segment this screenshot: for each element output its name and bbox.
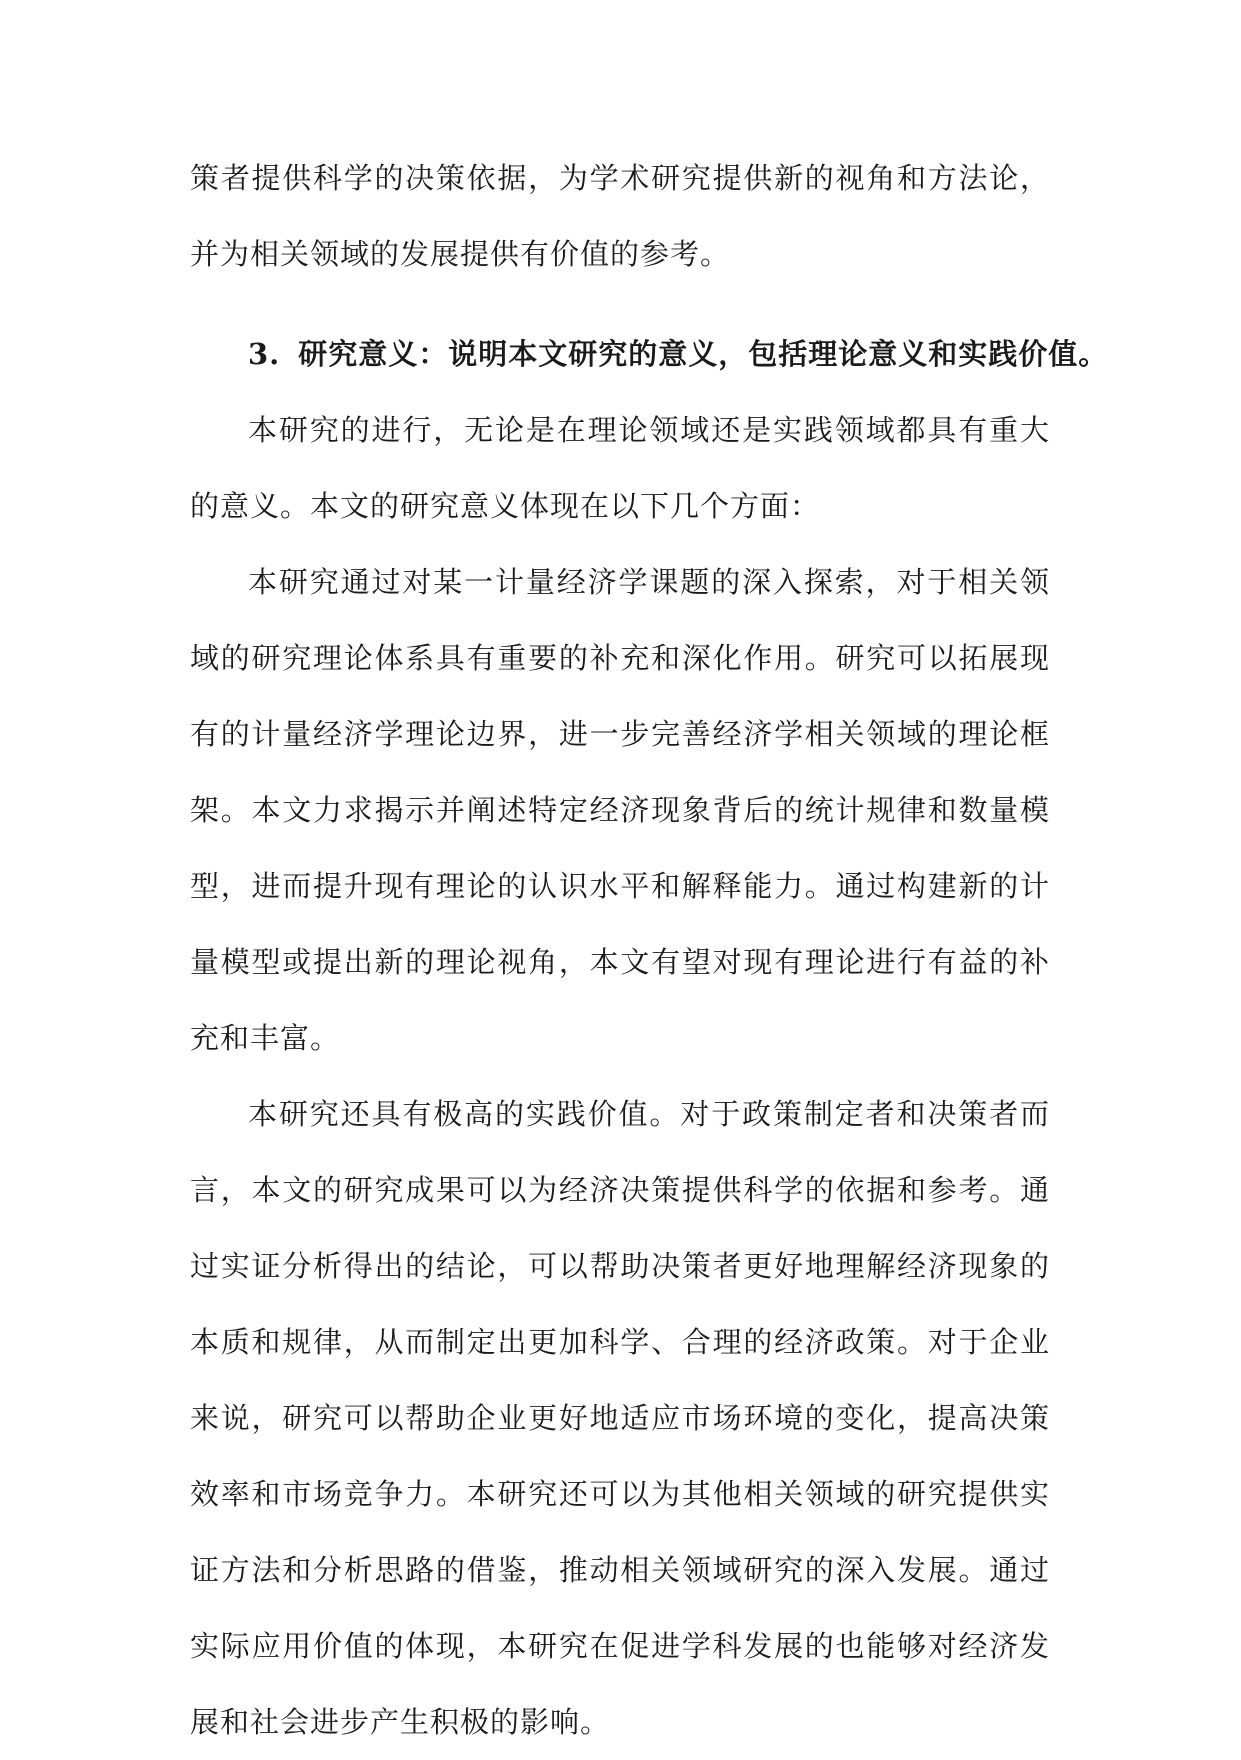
body-paragraph-theory: 本研究通过对某一计量经济学课题的深入探索，对于相关领域的研究理论体系具有重要的补充和深化作用。研究可以拓展现有的计量经济学理论边界，进一步完善经济学相关领域的理论框架。本文力求揭示并阐述特定经济现象背后的统计规律和数量模型，进而提升现有理论的认识水平和解释能力。通过构建新的计量模型或提出新的理论视角，本文有望对现有理论进行有益的补充和丰富。 [190, 565, 1050, 1055]
section-title: 研究意义：说明本文研究的意义，包括理论意义和实践价值。 [298, 337, 1109, 371]
section-number: 3. [248, 337, 281, 371]
section-heading [190, 316, 1109, 392]
document-body [190, 140, 1109, 1760]
body-paragraph-intro: 本研究的进行，无论是在理论领域还是实践领域都具有重大的意义。本文的研究意义体现在以下几个方面： [190, 413, 1050, 523]
body-paragraph-practice: 本研究还具有极高的实践价值。对于政策制定者和决策者而言，本文的研究成果可以为经济决策提供科学的依据和参考。通过实证分析得出的结论，可以帮助决策者更好地理解经济现象的本质和规律，从而制定出更加科学、合理的经济政策。对于企业来说，研究可以帮助企业更好地适应市场环境的变化，提高决策效率和市场竞争力。本研究还可以为其他相关领域的研究提供实证方法和分析思路的借鉴，推动相关领域研究的深入发展。通过实际应用价值的体现，本研究在促进学科发展的也能够对经济发展和社会进步产生积极的影响。 [190, 1097, 1050, 1739]
continued-paragraph: 策者提供科学的决策依据，为学术研究提供新的视角和方法论，并为相关领域的发展提供有价值的参考。 [190, 161, 1050, 271]
